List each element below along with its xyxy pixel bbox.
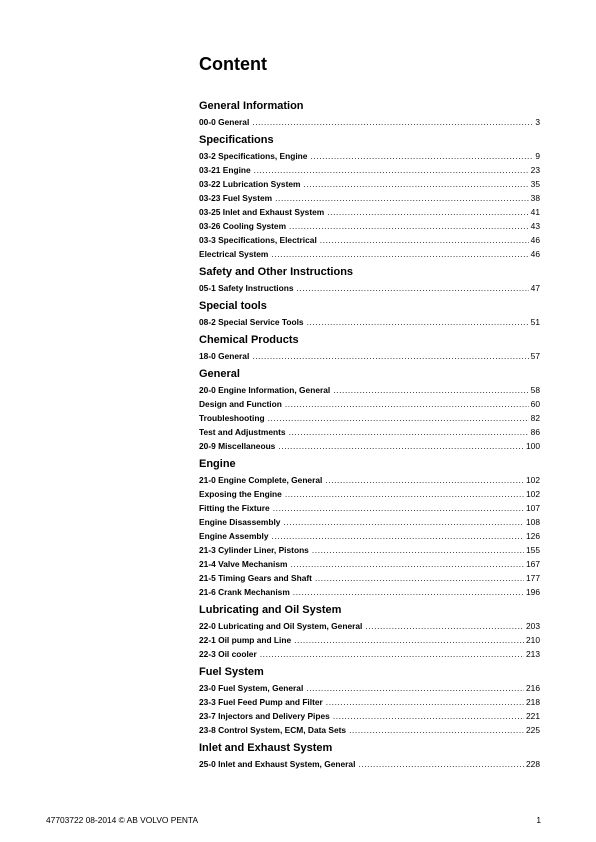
toc-entry-page-number: 51 — [530, 317, 540, 327]
toc-entry-label: Engine Disassembly — [199, 517, 281, 527]
dot-leader — [273, 501, 524, 515]
toc-entry-label: Design and Function — [199, 399, 282, 409]
toc-entry[interactable] — [199, 205, 540, 219]
toc-entry-label: 03-25 Inlet and Exhaust System — [199, 207, 325, 217]
toc-entry-page-number: 46 — [530, 249, 540, 259]
toc-entry-page-number: 58 — [530, 385, 540, 395]
dot-leader — [307, 315, 529, 329]
dot-leader — [315, 571, 524, 585]
toc-entry-label: Exposing the Engine — [199, 489, 282, 499]
dot-leader — [272, 529, 525, 543]
toc-entry-page-number: 210 — [526, 635, 540, 645]
toc-entry-page-number: 82 — [530, 413, 540, 423]
toc-section-heading: Chemical Products — [199, 334, 299, 346]
dot-leader — [310, 149, 533, 163]
toc-entry-page-number: 102 — [526, 475, 540, 485]
toc-entry-label: 21-6 Crank Mechanism — [199, 587, 290, 597]
toc-entry-page-number: 9 — [535, 151, 540, 161]
toc-entry[interactable] — [199, 695, 540, 709]
toc-entry-page-number: 3 — [535, 117, 540, 127]
toc-entry[interactable] — [199, 543, 540, 557]
toc-entry[interactable] — [199, 425, 540, 439]
dot-leader — [260, 647, 524, 661]
toc-entry-page-number: 107 — [526, 503, 540, 513]
toc-entry[interactable] — [199, 557, 540, 571]
toc-entry-label: 21-5 Timing Gears and Shaft — [199, 573, 312, 583]
toc-entry[interactable] — [199, 177, 540, 191]
toc-section — [199, 457, 540, 599]
toc-section-heading: Engine — [199, 458, 236, 470]
dot-leader — [254, 163, 529, 177]
toc-entry-label: 21-4 Valve Mechanism — [199, 559, 288, 569]
toc-entry[interactable] — [199, 411, 540, 425]
dot-leader — [320, 233, 529, 247]
toc-section-heading: Inlet and Exhaust System — [199, 742, 333, 754]
dot-leader — [325, 473, 524, 487]
toc-entry-page-number: 23 — [530, 165, 540, 175]
toc-entry-page-number: 57 — [530, 351, 540, 361]
toc-entry[interactable] — [199, 233, 540, 247]
toc-entry[interactable] — [199, 585, 540, 599]
dot-leader — [252, 115, 533, 129]
dot-leader — [326, 695, 524, 709]
toc-entry-page-number: 126 — [526, 531, 540, 541]
dot-leader — [349, 723, 524, 737]
toc-entry[interactable] — [199, 397, 540, 411]
toc-entry-page-number: 41 — [530, 207, 540, 217]
toc-section — [199, 741, 540, 771]
toc-entry[interactable] — [199, 757, 540, 771]
dot-leader — [278, 439, 524, 453]
footer-page-number: 1 — [536, 815, 541, 825]
toc-entry-page-number: 47 — [530, 283, 540, 293]
toc-entry-label: 08-2 Special Service Tools — [199, 317, 304, 327]
dot-leader — [290, 557, 524, 571]
toc-entry-label: 00-0 General — [199, 117, 250, 127]
toc-entry[interactable] — [199, 709, 540, 723]
toc-section-heading: Fuel System — [199, 666, 264, 678]
toc-entry-label: Electrical System — [199, 249, 269, 259]
toc-section-heading: Lubricating and Oil System — [199, 604, 342, 616]
toc-entry[interactable] — [199, 487, 540, 501]
toc-entry[interactable] — [199, 149, 540, 163]
toc-entry-label: 22-0 Lubricating and Oil System, General — [199, 621, 363, 631]
toc-section — [199, 133, 540, 261]
dot-leader — [289, 425, 529, 439]
toc-entry[interactable] — [199, 529, 540, 543]
toc-section — [199, 265, 540, 295]
toc-entry-label: 18-0 General — [199, 351, 250, 361]
toc-entry[interactable] — [199, 383, 540, 397]
toc-entry-label: 23-3 Fuel Feed Pump and Filter — [199, 697, 323, 707]
dot-leader — [296, 281, 528, 295]
toc-entry-page-number: 43 — [530, 221, 540, 231]
dot-leader — [285, 487, 524, 501]
toc-entry-label: Fitting the Fixture — [199, 503, 270, 513]
dot-leader — [365, 619, 524, 633]
toc-entry[interactable] — [199, 349, 540, 363]
toc-section — [199, 665, 540, 737]
toc-entry-label: 20-9 Miscellaneous — [199, 441, 276, 451]
toc-section-heading: Safety and Other Instructions — [199, 266, 354, 278]
toc-section — [199, 367, 540, 453]
dot-leader — [289, 219, 529, 233]
footer-doc-id: 47703722 08-2014 © AB VOLVO PENTA — [46, 815, 199, 825]
dot-leader — [275, 191, 529, 205]
toc-entry[interactable] — [199, 619, 540, 633]
toc-entry-label: 03-3 Specifications, Electrical — [199, 235, 317, 245]
dot-leader — [294, 633, 524, 647]
toc-entry-label: 03-23 Fuel System — [199, 193, 273, 203]
toc-entry-label: 22-3 Oil cooler — [199, 649, 257, 659]
dot-leader — [268, 411, 529, 425]
dot-leader — [333, 383, 528, 397]
toc-entry-page-number: 213 — [526, 649, 540, 659]
toc-entry-label: 03-21 Engine — [199, 165, 251, 175]
toc-entry-page-number: 35 — [530, 179, 540, 189]
toc-entry[interactable] — [199, 571, 540, 585]
toc-section — [199, 99, 540, 129]
table-of-contents — [199, 99, 540, 771]
toc-section — [199, 299, 540, 329]
toc-section-heading: General Information — [199, 100, 304, 112]
toc-entry[interactable] — [199, 633, 540, 647]
toc-entry-page-number: 155 — [526, 545, 540, 555]
toc-entry[interactable] — [199, 315, 540, 329]
toc-entry-label: Troubleshooting — [199, 413, 265, 423]
toc-entry[interactable] — [199, 647, 540, 661]
toc-entry[interactable] — [199, 681, 540, 695]
toc-entry-label: 03-22 Lubrication System — [199, 179, 301, 189]
toc-section-heading: Specifications — [199, 134, 274, 146]
toc-entry-label: 23-8 Control System, ECM, Data Sets — [199, 725, 347, 735]
toc-entry-label: 03-2 Specifications, Engine — [199, 151, 308, 161]
toc-entry[interactable] — [199, 281, 540, 295]
toc-entry-label: Test and Adjustments — [199, 427, 286, 437]
toc-entry[interactable] — [199, 439, 540, 453]
dot-leader — [303, 177, 528, 191]
toc-entry[interactable] — [199, 163, 540, 177]
toc-entry-label: Engine Assembly — [199, 531, 269, 541]
toc-entry-page-number: 218 — [526, 697, 540, 707]
toc-section — [199, 333, 540, 363]
dot-leader — [358, 757, 524, 771]
toc-entry-label: 22-1 Oil pump and Line — [199, 635, 292, 645]
toc-entry[interactable] — [199, 247, 540, 261]
toc-entry-label: 20-0 Engine Information, General — [199, 385, 331, 395]
toc-entry-label: 25-0 Inlet and Exhaust System, General — [199, 759, 356, 769]
toc-entry-page-number: 100 — [526, 441, 540, 451]
dot-leader — [285, 397, 529, 411]
toc-entry-page-number: 60 — [530, 399, 540, 409]
toc-entry[interactable] — [199, 515, 540, 529]
toc-entry-page-number: 46 — [530, 235, 540, 245]
toc-entry-page-number: 216 — [526, 683, 540, 693]
toc-entry-page-number: 86 — [530, 427, 540, 437]
toc-entry-page-number: 108 — [526, 517, 540, 527]
toc-entry-page-number: 196 — [526, 587, 540, 597]
toc-entry-label: 23-7 Injectors and Delivery Pipes — [199, 711, 330, 721]
dot-leader — [252, 349, 528, 363]
dot-leader — [327, 205, 528, 219]
dot-leader — [306, 681, 524, 695]
toc-entry-page-number: 167 — [526, 559, 540, 569]
toc-section — [199, 603, 540, 661]
toc-entry[interactable] — [199, 115, 540, 129]
toc-entry-page-number: 225 — [526, 725, 540, 735]
toc-entry-label: 21-3 Cylinder Liner, Pistons — [199, 545, 309, 555]
toc-entry-page-number: 203 — [526, 621, 540, 631]
dot-leader — [333, 709, 524, 723]
toc-entry-label: 05-1 Safety Instructions — [199, 283, 294, 293]
toc-entry-label: 23-0 Fuel System, General — [199, 683, 304, 693]
toc-entry-page-number: 102 — [526, 489, 540, 499]
toc-entry[interactable] — [199, 191, 540, 205]
dot-leader — [271, 247, 528, 261]
toc-entry-page-number: 221 — [526, 711, 540, 721]
toc-entry-label: 21-0 Engine Complete, General — [199, 475, 323, 485]
toc-entry[interactable] — [199, 501, 540, 515]
dot-leader — [283, 515, 524, 529]
footer — [46, 815, 541, 825]
toc-entry-page-number: 228 — [526, 759, 540, 769]
toc-section-heading: Special tools — [199, 300, 267, 312]
toc-entry-label: 03-26 Cooling System — [199, 221, 287, 231]
page-title: Content — [199, 54, 267, 74]
toc-section-heading: General — [199, 368, 240, 380]
toc-entry[interactable] — [199, 219, 540, 233]
dot-leader — [293, 585, 524, 599]
toc-entry[interactable] — [199, 473, 540, 487]
toc-entry-page-number: 38 — [530, 193, 540, 203]
toc-entry[interactable] — [199, 723, 540, 737]
dot-leader — [312, 543, 524, 557]
toc-entry-page-number: 177 — [526, 573, 540, 583]
